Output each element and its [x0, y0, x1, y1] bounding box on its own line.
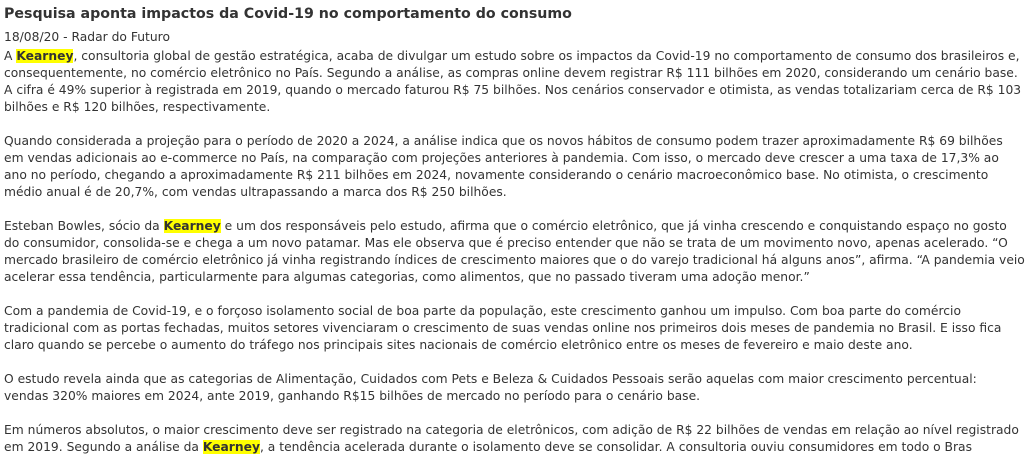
article-paragraph	[4, 218, 1025, 286]
paragraph-text: , consultoria global de gestão estratégica, acaba de divulgar um estudo sobre os impactos da Covid-19 no comportamento de consumo dos brasileiros e, consequentemente, no comércio eletrônico no País. Segundo a análise, as compras online devem registrar R$ 111 bilhões em 2020, considerando um cenário base. A cifra é 49% superior à registrada em 2019, quando o mercado faturou R$ 75 bilhões. Nos cenários conservador e otimista, as vendas totalizariam cerca de R$ 103 bilhões e R$ 120 bilhões, respectivamente.	[4, 49, 1022, 114]
paragraph-text: Com a pandemia de Covid-19, e o forçoso isolamento social de boa parte da população, este crescimento ganhou um impulso. Com boa parte do comércio tradicional com as portas fechadas, muitos setores vivenciaram o crescimento de suas vendas online nos primeiros dois meses de pandemia no Brasil. E isso fica claro quando se percebe o aumento do tráfego nos principais sites nacionais de comércio eletrônico entre os meses de fevereiro e maio deste ano.	[4, 304, 1002, 352]
article-paragraph	[4, 422, 1025, 456]
article-source: Radar do Futuro	[71, 30, 170, 44]
article-date: 18/08/20	[4, 30, 60, 44]
paragraph-text: O estudo revela ainda que as categorias de Alimentação, Cuidados com Pets e Beleza & Cuidados Pessoais serão aquelas com maior crescimento percentual: vendas 320% maiores em 2024, ante 2019, ganhando R$15 bilhões de mercado no período para o cenário base.	[4, 372, 977, 403]
highlighted-term: Kearney	[163, 219, 221, 233]
article-title: Pesquisa aponta impactos da Covid-19 no comportamento do consumo	[4, 6, 572, 22]
article-paragraph	[4, 48, 1025, 116]
article-meta	[4, 29, 1025, 45]
paragraph-text: Em números absolutos, o maior crescimento deve ser registrado na categoria de eletrônicos, com adição de R$ 22 bilhões de vendas em relação ao nível registrado em 2019. Segundo a análise da	[4, 423, 1019, 454]
paragraph-text: e um dos responsáveis pelo estudo, afirma que o comércio eletrônico, que já vinha crescendo e conquistando espaço no gosto do consumidor, consolida-se e chega a um novo patamar. Mas ele observa que é preciso entender que não se trata de um movimento novo, apenas acelerado. “O mercado brasileiro de comércio eletrônico já vinha registrando índices de crescimento maiores que o do varejo tradicional há alguns anos”, afirma. “A pandemia veio acelerar essa tendência, particularmente para algumas categorias, como alimentos, que no passado tiveram uma adoção menor.”	[4, 219, 1025, 284]
article-body	[4, 48, 1025, 456]
highlighted-term: Kearney	[16, 49, 74, 63]
paragraph-text: Quando considerada a projeção para o período de 2020 a 2024, a análise indica que os novos hábitos de consumo podem trazer aproximadamente R$ 69 bilhões em vendas adicionais ao e-commerce no País, na comparação com projeções anteriores à pandemia. Com isso, o mercado deve crescer a uma taxa de 17,3% ao ano no período, chegando a aproximadamente R$ 211 bilhões em 2024, novamente considerando o cenário macroeconômico base. No otimista, o crescimento médio anual é de 20,7%, com vendas ultrapassando a marca dos R$ 250 bilhões.	[4, 134, 1003, 199]
highlighted-term: Kearney	[202, 440, 260, 454]
article-paragraph	[4, 371, 1025, 405]
paragraph-text: A	[4, 49, 17, 63]
paragraph-text: Esteban Bowles, sócio da	[4, 219, 164, 233]
article-paragraph	[4, 133, 1025, 201]
paragraph-text: , a tendência acelerada durante o isolamento deve se consolidar. A consultoria ouviu consumidores em todo o Bras	[259, 440, 972, 454]
article-paragraph	[4, 303, 1025, 354]
meta-separator: -	[59, 30, 72, 44]
